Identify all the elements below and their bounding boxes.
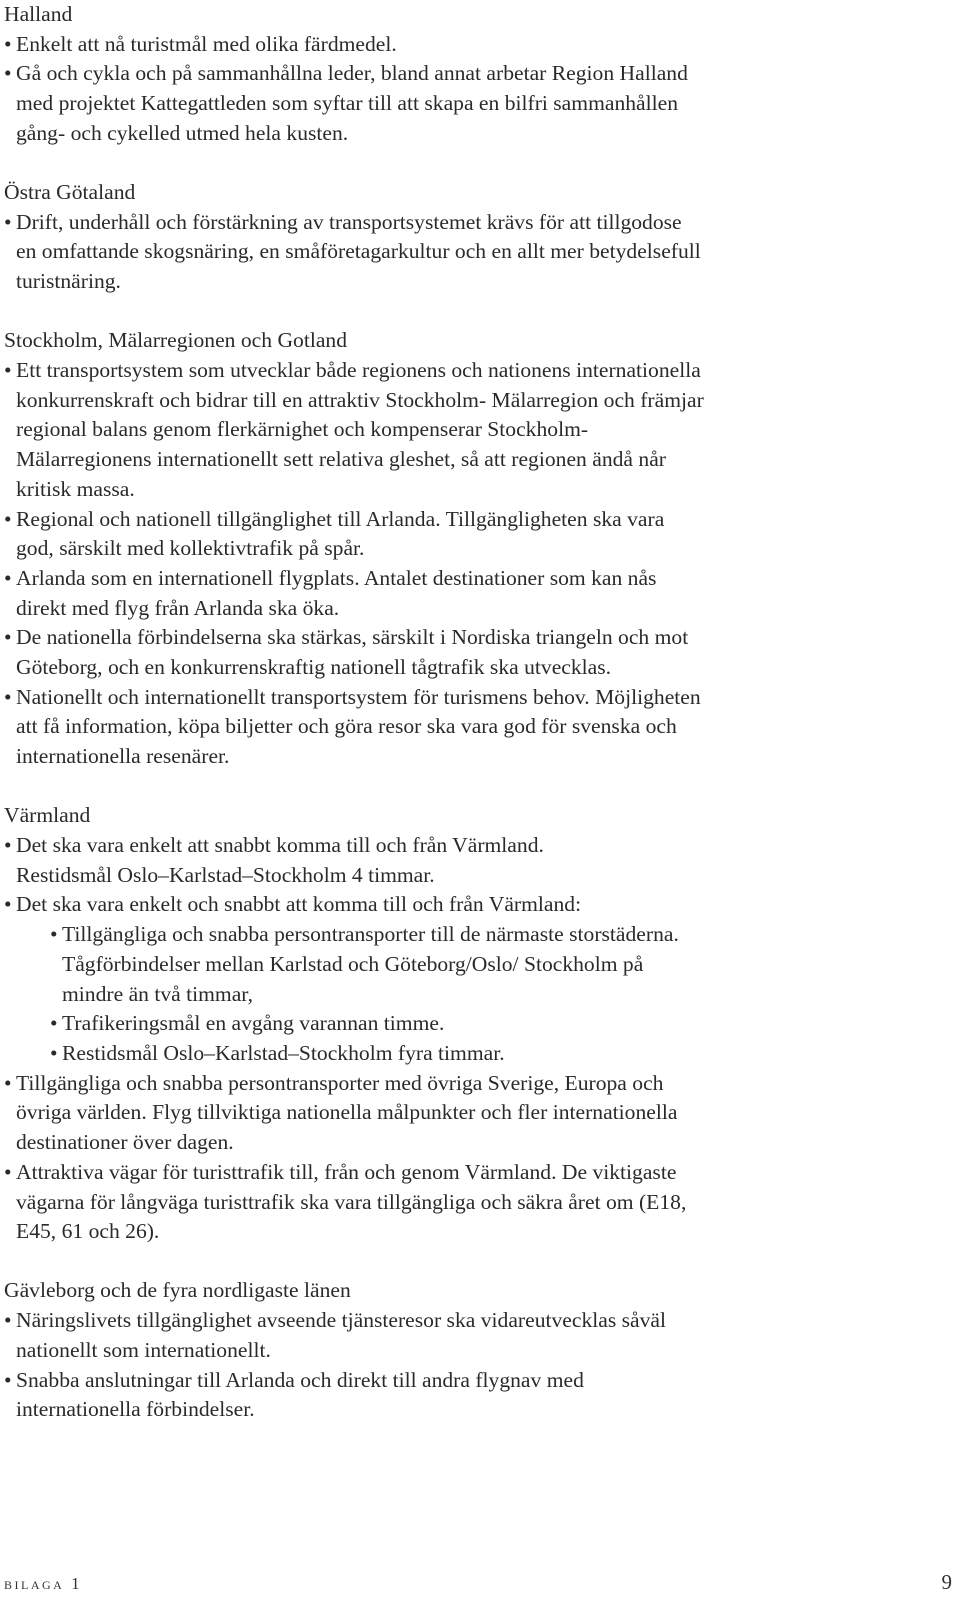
list-item-line: Det ska vara enkelt att snabbt komma till och från Värmland. [16, 833, 544, 858]
list-item-line: Restidsmål Oslo–Karlstad–Stockholm 4 timmar. [16, 862, 435, 887]
section-heading: Gävleborg och de fyra nordligaste länen [4, 1278, 351, 1303]
list-item: • Regional och nationell tillgänglighet till Arlanda. Tillgängligheten ska vara god, särskilt med kollektivtrafik på spår. [4, 505, 704, 564]
list-item: • Näringslivets tillgänglighet avseende tjänsteresor ska vidareutvecklas såväl nationellt som internationellt. [4, 1306, 704, 1365]
bullet-list [4, 208, 704, 297]
sub-list-item: • Restidsmål Oslo–Karlstad–Stockholm fyra timmar. [50, 1039, 704, 1069]
bullet-list [4, 831, 704, 1247]
sub-bullet-list [16, 920, 704, 1069]
list-item [4, 831, 704, 890]
list-item: • Attraktiva vägar för turisttrafik till, från och genom Värmland. De viktigaste vägarna för långväga turisttrafik ska vara tillgängliga och säkra året om (E18, E45, 61 och 26). [4, 1158, 704, 1247]
section-heading: Stockholm, Mälarregionen och Gotland [4, 328, 348, 353]
section-heading: Halland [4, 2, 73, 26]
section-halland [4, 0, 704, 149]
list-item: • Arlanda som en internationell flygplats. Antalet destinationer som kan nås direkt med flyg från Arlanda ska öka. [4, 564, 704, 623]
list-item: • Enkelt att nå turistmål med olika färdmedel. [4, 30, 704, 60]
section-ostra-gotaland [4, 178, 704, 297]
section-heading: Värmland [4, 803, 91, 828]
section-stockholm [4, 326, 704, 772]
footer-label: bilaga 1 [4, 1574, 83, 1593]
bullet-list [4, 30, 704, 149]
list-item: • Nationellt och internationellt transportsystem för turismens behov. Möjligheten att få information, köpa biljetter och göra resor ska vara god för svenska och internationella resenärer. [4, 683, 704, 772]
section-varmland [4, 801, 704, 1247]
list-item: • Drift, underhåll och förstärkning av transportsystemet krävs för att tillgodose en omfattande skogsnäring, en småföretagarkultur och en allt mer betydelsefull turistnäring. [4, 208, 704, 297]
list-item-text: Det ska vara enkelt och snabbt att komma till och från Värmland: [16, 892, 582, 917]
page-number: 9 [941, 1570, 952, 1594]
list-item: • De nationella förbindelserna ska stärkas, särskilt i Nordiska triangeln och mot Göteborg, och en konkurrenskraftig nationell tågtrafik ska utvecklas. [4, 623, 704, 682]
list-item: • Gå och cykla och på sammanhållna leder, bland annat arbetar Region Halland med projektet Kattegattleden som syftar till att skapa en bilfri sammanhållen gång- och cykelled utmed hela kusten. [4, 59, 704, 148]
sub-list-item: • Tillgängliga och snabba persontransporter till de närmaste storstäderna. Tågförbindelser mellan Karlstad och Göteborg/Oslo/ Stockholm på mindre än två timmar, [50, 920, 704, 1009]
list-item: • Tillgängliga och snabba persontransporter med övriga Sverige, Europa och övriga världen. Flyg tillviktiga nationella målpunkter och fler internationella destinationer över dagen. [4, 1069, 704, 1158]
list-item: • Snabba anslutningar till Arlanda och direkt till andra flygnav med internationella förbindelser. [4, 1366, 704, 1425]
bullet-list [4, 356, 704, 772]
bullet-list [4, 1306, 704, 1425]
section-gavleborg [4, 1276, 704, 1425]
section-heading: Östra Götaland [4, 180, 136, 205]
document-body [4, 0, 704, 1454]
list-item [4, 890, 704, 1068]
list-item: • Ett transportsystem som utvecklar både regionens och nationens internationella konkurrenskraft och bidrar till en attraktiv Stockholm- Mälarregion och främjar regional balans genom flerkärnighet och kompenserar Stockholm- Mälarregionens internationellt sett relativa gleshet, så att regionen ändå når kritisk massa. [4, 356, 704, 505]
sub-list-item: • Trafikeringsmål en avgång varannan timme. [50, 1009, 704, 1039]
